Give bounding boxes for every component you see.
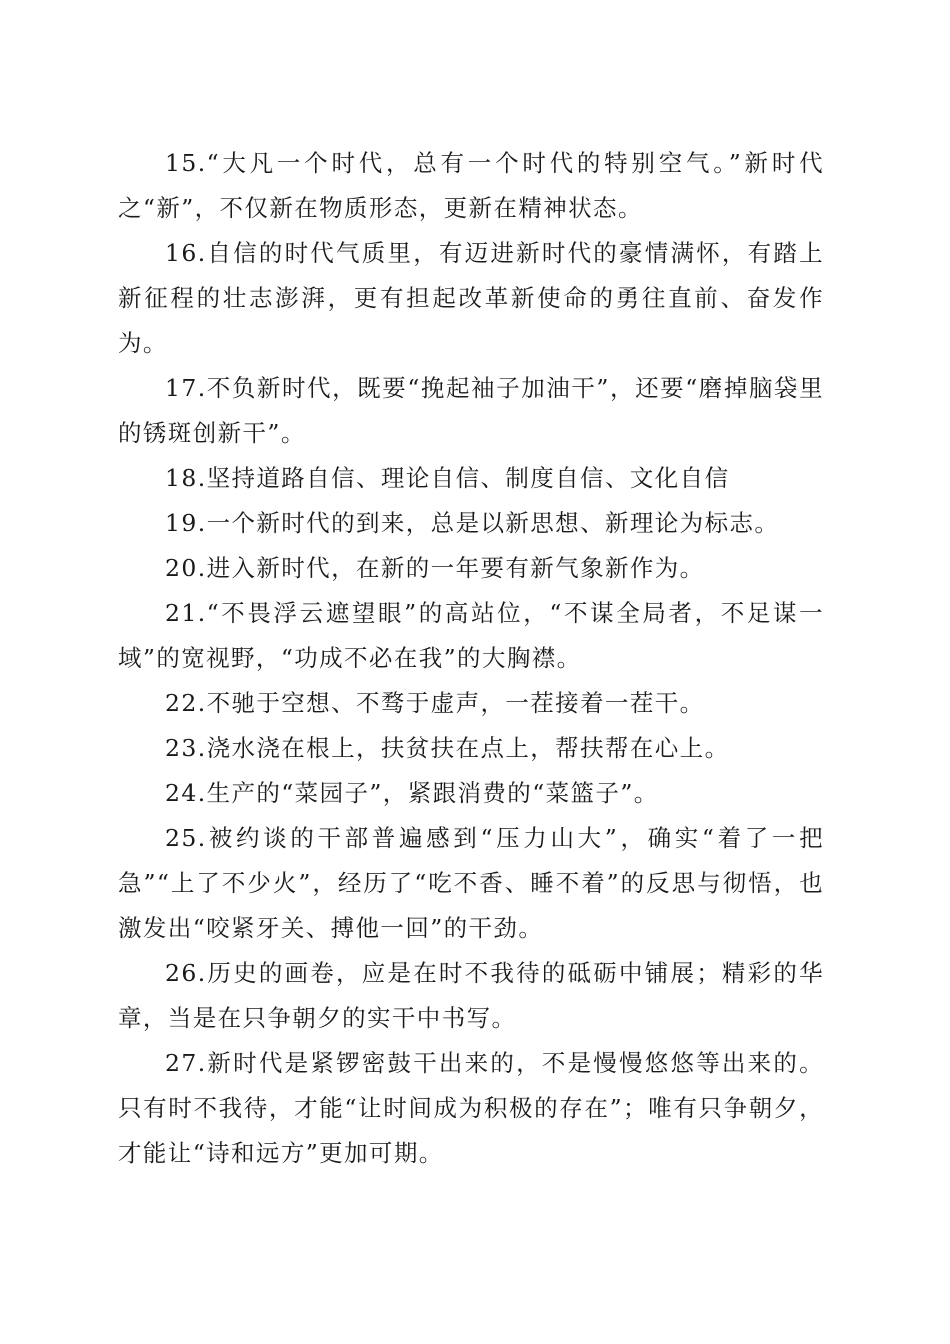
paragraph-20: 20.进入新时代，在新的一年要有新气象新作为。 xyxy=(165,554,705,582)
paragraph-15: 15.“大凡一个时代，总有一个时代的特别空气。”新时代之“新”，不仅新在物质形态，更新在精神状态。 xyxy=(118,149,824,222)
paragraph-17: 17.不负新时代，既要“挽起袖子加油干”，还要“磨掉脑袋里的锈斑创新干”。 xyxy=(118,374,824,447)
paragraph-18: 18.坚持道路自信、理论自信、制度自信、文化自信 xyxy=(165,464,730,492)
document-body xyxy=(118,141,824,1176)
paragraph-25: 25.被约谈的干部普遍感到“压力山大”，确实“着了一把急”“上了不少火”，经历了“吃不香、睡不着”的反思与彻悟，也激发出“咬紧牙关、搏他一回”的干劲。 xyxy=(118,824,824,942)
paragraph-23: 23.浇水浇在根上，扶贫扶在点上，帮扶帮在心上。 xyxy=(165,734,730,762)
paragraph-16: 16.自信的时代气质里，有迈进新时代的豪情满怀，有踏上新征程的壮志澎湃，更有担起改革新使命的勇往直前、奋发作为。 xyxy=(118,239,824,357)
paragraph-19: 19.一个新时代的到来，总是以新思想、新理论为标志。 xyxy=(165,509,780,537)
paragraph-27: 27.新时代是紧锣密鼓干出来的，不是慢慢悠悠等出来的。只有时不我待，才能“让时间成为积极的存在”；唯有只争朝夕，才能让“诗和远方”更加可期。 xyxy=(118,1049,824,1167)
paragraph-24: 24.生产的“菜园子”，紧跟消费的“菜篮子”。 xyxy=(165,779,659,807)
paragraph-22: 22.不驰于空想、不骛于虚声，一茬接着一茬干。 xyxy=(165,689,705,717)
paragraph-21: 21.“不畏浮云遮望眼”的高站位，“不谋全局者，不足谋一域”的宽视野，“功成不必在我”的大胸襟。 xyxy=(118,599,824,672)
paragraph-26: 26.历史的画卷，应是在时不我待的砥砺中铺展；精彩的华章，当是在只争朝夕的实干中书写。 xyxy=(118,959,824,1032)
